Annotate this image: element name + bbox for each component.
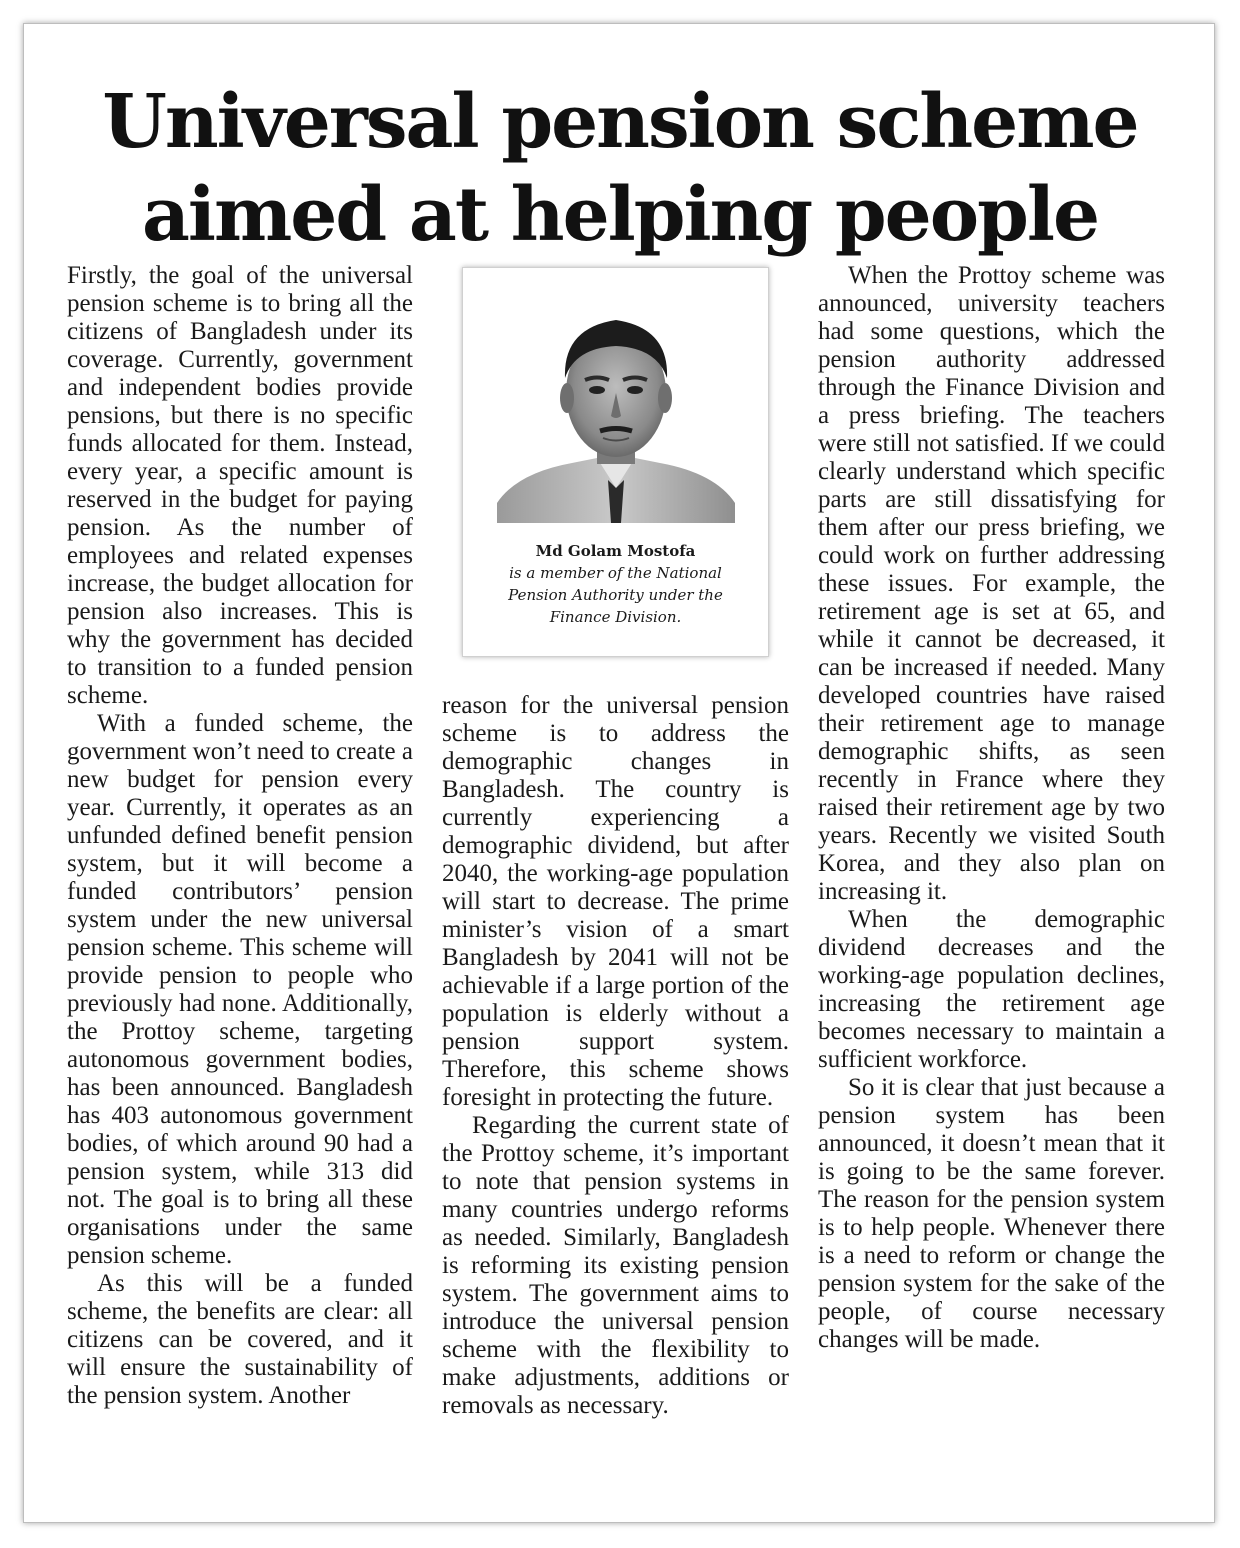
paragraph: When the Prottoy scheme was announced, university teachers had some questions, which the pension authority addressed through the Finance Division and a press briefing. The teachers were still not satisfied. If we could clearly understand which specific parts are still dissatisfying for them after our press briefing, we could work on further addressing these issues. For example, the retirement age is set at 65, and while it cannot be decreased, it can be increased if needed. Many developed countries have raised their retirement age to manage demographic shifts, as seen recently in France where they raised their retirement age by two years. Recently we visited South Korea, and they also plan on increasing it. [818, 262, 1165, 905]
headline-line: aimed at helping people [141, 172, 1099, 258]
paragraph: When the demographic dividend decreases and the working-age population declines, increasing the retirement age becomes necessary to maintain a sufficient workforce. [818, 906, 1165, 1073]
headline [24, 76, 1216, 262]
author-name: Md Golam Mostofa [535, 542, 696, 560]
paragraph: Firstly, the goal of the universal pension scheme is to bring all the citizens of Bangladesh under its coverage. Currently, government and independent bodies provide pensions, but there is no specific funds allocated for them. Instead, every year, a specific amount is reserved in the budget for paying pension. As the number of employees and related expenses increase, the budget allocation for pension also increases. This is why the government has decided to transition to a funded pension scheme. [67, 262, 413, 709]
column-left [67, 262, 413, 1410]
paragraph: As this will be a funded scheme, the benefits are clear: all citizens can be covered, and it will ensure the sustainability of the pension system. Another [67, 1270, 413, 1409]
author-photo [497, 298, 735, 523]
paragraph: reason for the universal pension scheme is to address the demographic changes in Bangladesh. The country is currently experiencing a demographic dividend, but after 2040, the working-age population will start to decrease. The prime minister’s vision of a smart Bangladesh by 2041 will not be achievable if a large portion of the population is elderly without a pension support system. Therefore, this scheme shows foresight in protecting the future. [442, 692, 789, 1111]
article-card [23, 23, 1215, 1523]
column-middle [442, 692, 789, 1420]
paragraph: So it is clear that just because a pension system has been announced, it doesn’t mean that it is going to be the same forever. The reason for the pension system is to help people. Whenever there is a need to reform or change the pension system for the sake of the people, of course necessary changes will be made. [818, 1074, 1165, 1353]
author-box [462, 267, 769, 657]
column-right [818, 262, 1165, 1354]
paragraph: With a funded scheme, the government won’t need to create a new budget for pension every year. Currently, it operates as an unfunded defined benefit pension system, but it will become a funded contributors’ pension system under the new universal pension scheme. This scheme will provide pension to people who previously had none. Additionally, the Prottoy scheme, targeting autonomous government bodies, has been announced. Bangladesh has 403 autonomous government bodies, of which around 90 had a pension system, while 313 did not. The goal is to bring all these organisations under the same pension scheme. [67, 710, 413, 1269]
paragraph: Regarding the current state of the Prottoy scheme, it’s important to note that pension systems in many countries undergo reforms as needed. Similarly, Bangladesh is reforming its existing pension system. The government aims to introduce the universal pension scheme with the flexibility to make adjustments, additions or removals as necessary. [442, 1112, 789, 1419]
headline-line: Universal pension scheme [102, 79, 1138, 165]
author-description: is a member of the National Pension Authority under the Finance Division. [508, 564, 723, 626]
